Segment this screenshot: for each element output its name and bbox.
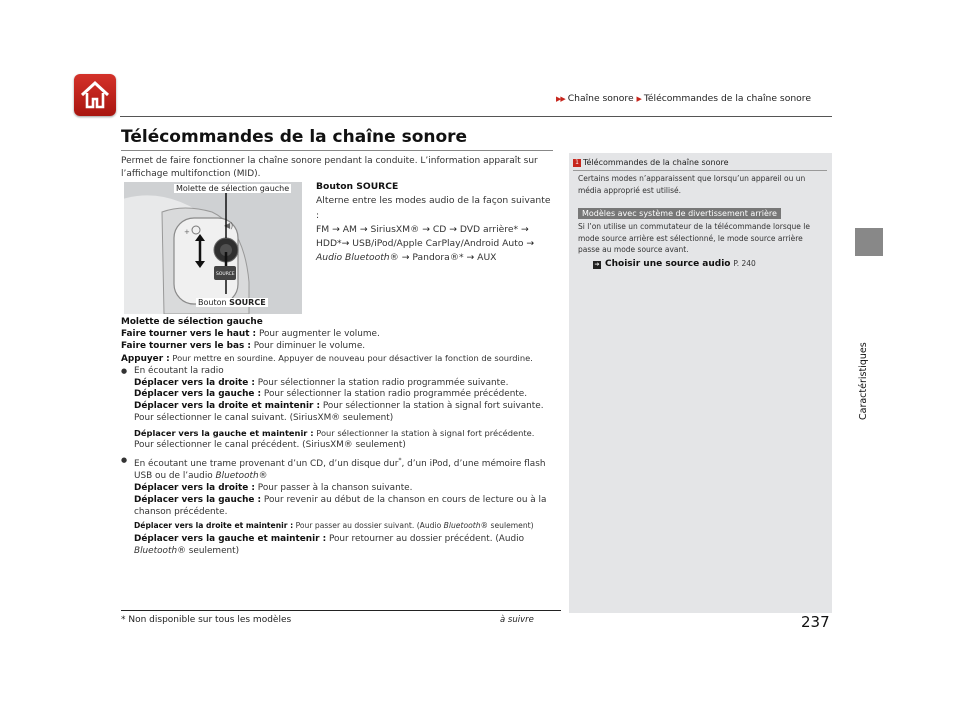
section-tab[interactable] [855, 228, 883, 256]
arrow-right-icon: → [332, 223, 340, 235]
sidebar-para-1: Certains modes n’apparaissent que lorsqu’un appareil ou un média approprié est utilisé. [578, 174, 806, 195]
arrow-right-icon: → [401, 252, 410, 264]
breadcrumb-item-1[interactable]: Chaîne sonore [567, 93, 634, 104]
radio-list-item: ● En écoutant la radio [121, 366, 561, 378]
source-button-text: SOURCE [216, 272, 235, 277]
svg-text:◀): ◀) [224, 221, 234, 230]
breadcrumb-item-2[interactable]: Télécommandes de la chaîne sonore [643, 93, 812, 104]
model-tag: Modèles avec système de divertissement arrière [578, 208, 781, 219]
breadcrumb-arrow-icon: ▶▶ [556, 95, 565, 103]
title-rule [121, 150, 553, 151]
home-button[interactable] [74, 74, 116, 116]
arrow-right-icon: → [526, 238, 535, 250]
page-number: 237 [801, 613, 830, 631]
section-tab-label: Caractéristiques [858, 342, 869, 420]
sidebar-rule [573, 170, 827, 171]
source-heading: Bouton SOURCE [316, 181, 399, 192]
callout-left-selector: Molette de sélection gauche [176, 184, 290, 193]
arrow-right-icon: → [521, 223, 529, 235]
sidebar-link[interactable]: ➔ Choisir une source audio P. 240 [594, 259, 756, 269]
home-icon [79, 80, 111, 110]
source-desc: Alterne entre les modes audio de la façon suivante : [316, 195, 551, 221]
footer-rule [121, 610, 561, 611]
steering-wheel-figure [124, 182, 302, 314]
left-selector-section: Molette de sélection gauche Faire tourner vers le haut : Pour augmenter le volume. Faire tourner vers le bas : Pour diminuer le volume. Appuyer : Pour mettre en sourdine. Appuyer de nouveau pour désactiver la fonction de sourdine. ● En écoutant la radio Déplacer vers la droite : Pour sélectionner la station radio programmée suivante. Déplacer vers la gauche : Pour sélectionner la station radio programmée précédente. Déplacer vers la droite et maintenir : Pour sélectionner la station à signal fort suivante. Pour sélectionner le canal suivant. (SiriusXM® seulement) Déplacer vers la gauche et maintenir : Pour sélectionner la station à signal fort précédente. Pour sélectionner le canal précédent. (SiriusXM® seulement) ● En écoutant une trame provenant d’un CD, d’un disque dur*, d’un iPod, d’une mémoire flash USB ou de l’audio Bluetooth® Déplacer vers la droite : Pour passer à la chanson suivante. Déplacer vers la gauche : Pour revenir au début de la chanson en cours de lecture ou à la chanson précédente. Déplacer vers la droite et maintenir : Pour passer au dossier suivant. (Audio Bluetooth® seulement) Déplacer vers la gauche et maintenir : Pour retourner au dossier précédent. (Audio Bluetooth® seulement) [121, 317, 561, 558]
steering-controls-illustration [124, 182, 302, 314]
source-button-description: Bouton SOURCE Alterne entre les modes audio de la façon suivante : FM → AM → SiriusXM® → CD → DVD arrière* → HDD*→ USB/iPod/Apple CarPlay/Android Auto → Audio Bluetooth® → Pandora®* → AUX [316, 181, 551, 264]
svg-text:+: + [184, 228, 190, 236]
page-title: Télécommandes de la chaîne sonore [121, 127, 468, 147]
sidebar-para-2: Si l’on utilise un commutateur de la télécommande lorsque le mode source arrière est sélectionné, le mode source arrière passe au mode source avant. [578, 222, 810, 254]
link-arrow-icon: ➔ [594, 261, 600, 268]
arrow-right-icon: → [422, 223, 430, 235]
breadcrumb-arrow-icon: ▶ [636, 95, 641, 103]
continued-label: à suivre [500, 615, 534, 625]
intro-text: Permet de faire fonctionner la chaîne sonore pendant la conduite. L’information apparaît sur l’affichage multifonction (MID). [121, 156, 538, 179]
sidebar-heading: 1 Télécommandes de la chaîne sonore [573, 158, 729, 167]
arrow-right-icon: → [341, 238, 350, 250]
header-rule [120, 116, 832, 117]
breadcrumb [556, 93, 811, 104]
note-icon: 1 [573, 159, 581, 167]
arrow-right-icon: → [359, 223, 368, 235]
callout-source-button: Bouton SOURCE [198, 298, 266, 307]
arrow-right-icon: → [466, 252, 475, 264]
arrow-right-icon: → [449, 223, 457, 235]
media-list-item: ● En écoutant une trame provenant d’un CD, d’un disque dur*, d’un iPod, d’une mémoire flash USB ou de l’audio Bluetooth® [121, 455, 561, 483]
left-selector-heading: Molette de sélection gauche [121, 317, 263, 327]
footnote: * Non disponible sur tous les modèles [121, 615, 292, 625]
